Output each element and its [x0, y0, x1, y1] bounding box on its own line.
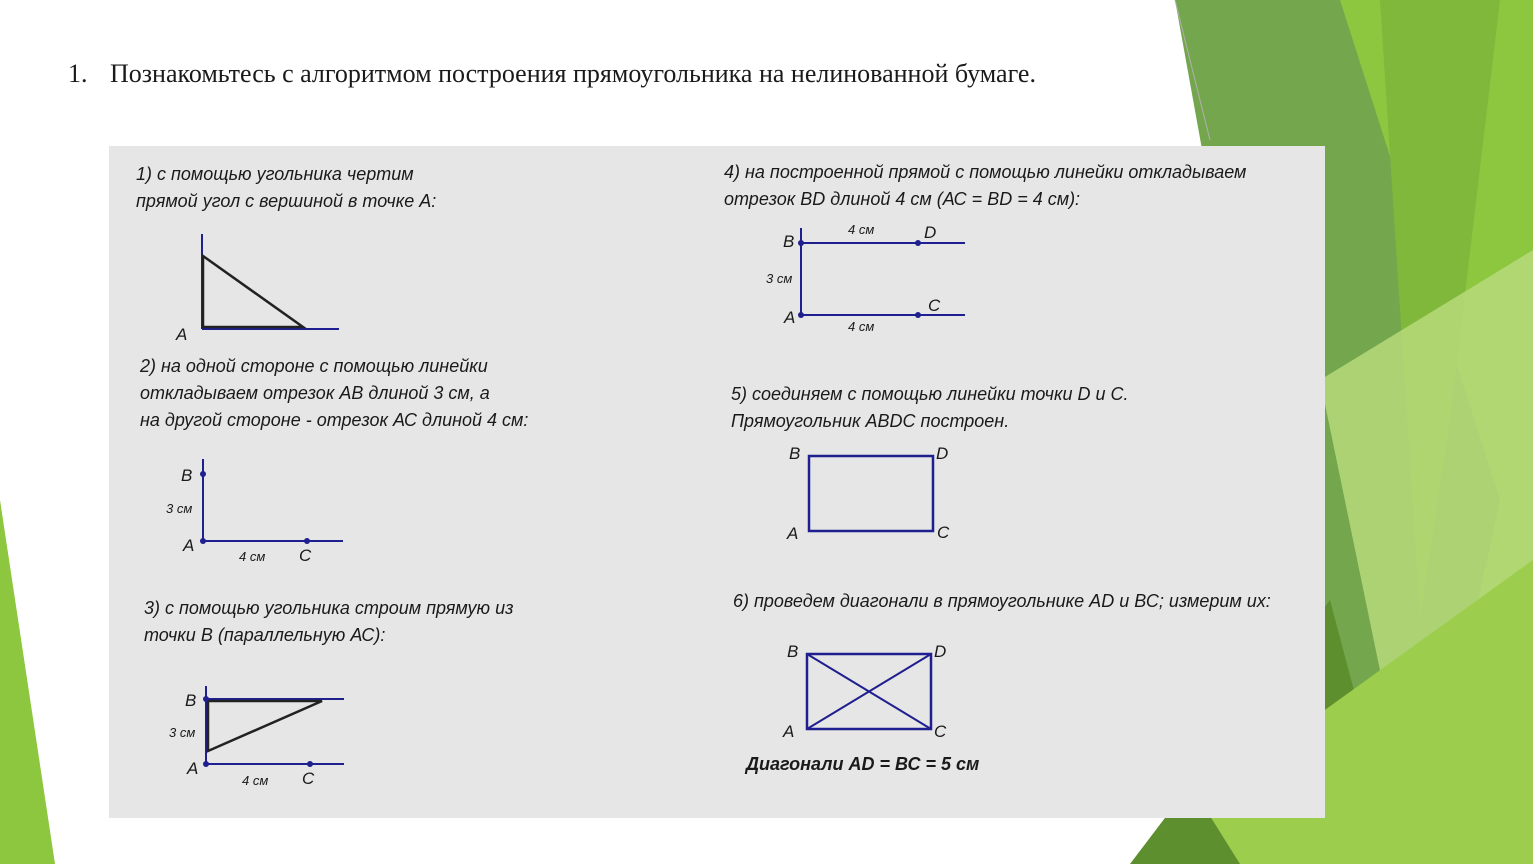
step-5-text — [731, 381, 1128, 435]
step-3-line-2: точки В (параллельную АС): — [144, 625, 386, 645]
dim-4cm-label: 4 см — [239, 549, 266, 561]
point-a-label: А — [183, 536, 195, 555]
step-2-line-3: на другой стороне - отрезок АС длиной 4 см: — [140, 410, 529, 430]
step-2-text — [140, 353, 528, 434]
heading-number: 1. — [68, 59, 88, 88]
point-c-label: С — [928, 296, 941, 315]
point-b-label: В — [181, 466, 193, 485]
diagonals-result: Диагонали AD = ВС = 5 см — [746, 754, 980, 774]
dim-4cm-label: 4 см — [848, 319, 875, 334]
step-3-line-1: 3) с помощью угольника строим прямую из — [144, 598, 514, 618]
point-b-label: B — [783, 232, 795, 251]
point-a-label: А — [783, 722, 795, 741]
dim-3cm-label: 3 см — [166, 501, 193, 516]
point-b-label: B — [787, 642, 799, 661]
step-1-text — [136, 161, 436, 215]
point-c-label: С — [937, 523, 950, 542]
step-3-text — [144, 595, 513, 649]
point-b-label: В — [185, 691, 197, 710]
dim-4cm-label: 4 см — [242, 773, 269, 788]
step-6-diagram — [779, 639, 959, 749]
point-a-label: А — [784, 308, 796, 327]
step-6-text — [733, 588, 1271, 615]
point-d-label: D — [936, 444, 949, 463]
point-d-label: D — [934, 642, 947, 661]
dim-3cm-label: 3 см — [766, 271, 793, 286]
point-d-label: D — [924, 223, 937, 242]
step-2-diagram — [159, 451, 359, 561]
step-6-line-1: 6) проведем диагонали в прямоугольнике AD и ВС; измерим их: — [733, 591, 1271, 611]
step-2-line-2: откладываем отрезок АВ длиной 3 см, а — [140, 383, 490, 403]
point-a-label: А — [787, 524, 799, 543]
step-5-line-2: Прямоугольник ABDC построен. — [731, 411, 1010, 431]
point-b-label: B — [789, 444, 801, 463]
step-3-diagram — [164, 681, 364, 793]
green-facet — [0, 500, 55, 864]
step-1-line-1: 1) с помощью угольника чертим — [136, 164, 414, 184]
point-c-label: С — [934, 722, 947, 741]
dim-4cm-label: 4 см — [848, 222, 875, 237]
step-2-line-1: 2) на одной стороне с помощью линейки — [140, 356, 488, 376]
step-4-line-2: отрезок BD длиной 4 см (АС = BD = 4 см): — [724, 189, 1081, 209]
step-4-line-1: 4) на построенной прямой с помощью линейки откладываем — [724, 162, 1247, 182]
dim-3cm-label: 3 см — [169, 725, 196, 740]
step-1-line-2: прямой угол с вершиной в точке А: — [136, 191, 437, 211]
construction-panel — [109, 146, 1325, 818]
step-1-diagram — [169, 228, 349, 343]
point-a-label: А — [176, 325, 188, 343]
point-a-label: А — [187, 759, 199, 778]
point-c-label: С — [302, 769, 315, 788]
step-5-diagram — [779, 441, 959, 547]
point-c-label: С — [299, 546, 312, 561]
heading-text: Познакомьтесь с алгоритмом построения прямоугольника на нелинованной бумаге. — [110, 59, 1036, 88]
step-5-line-1: 5) соединяем с помощью линейки точки D и С. — [731, 384, 1129, 404]
step-4-text — [724, 159, 1246, 213]
step-4-diagram — [759, 218, 979, 338]
